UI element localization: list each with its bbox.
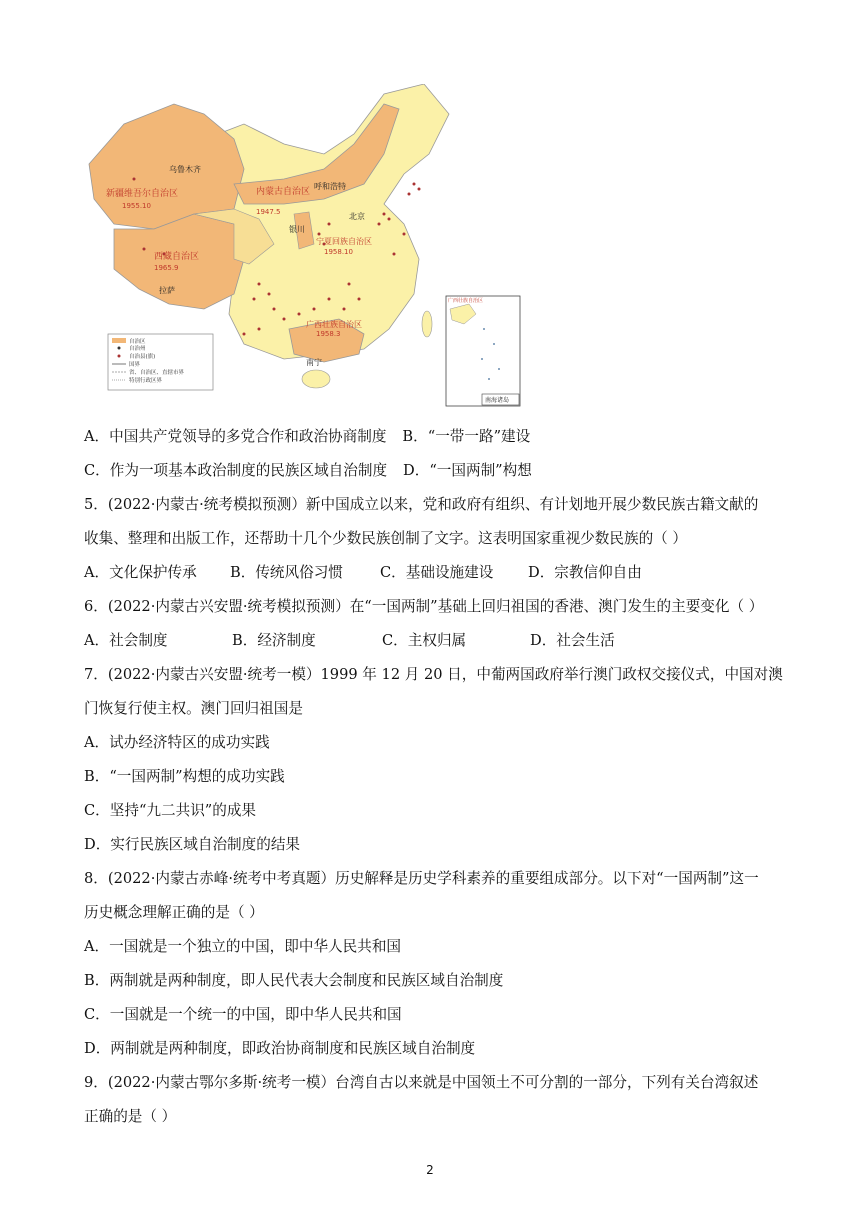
- city-beijing: 北京: [349, 212, 365, 221]
- label-xinjiang-date: 1955.10: [122, 202, 151, 210]
- inset-label: 南海诸岛: [485, 397, 510, 404]
- q6-option-c: C．主权归属: [382, 632, 467, 649]
- q5-option-d: D．宗教信仰自由: [528, 564, 642, 581]
- q7-stem-line1: 7．(2022·内蒙古兴安盟·统考一模）1999 年 12 月 20 日，中葡两国政府举行澳门政权交接仪式，中国对澳: [84, 666, 783, 683]
- page-number: 2: [426, 1163, 434, 1177]
- city-yinchuan: 银川: [289, 225, 305, 234]
- q6-option-d: D．社会生活: [530, 632, 615, 649]
- label-xizang: 西藏自治区: [154, 252, 200, 262]
- q6-option-a: A．社会制度: [84, 632, 168, 649]
- china-autonomous-regions-map: [84, 84, 524, 410]
- q9-stem-line1: 9．(2022·内蒙古鄂尔多斯·统考一模）台湾自古以来就是中国领土不可分割的一部分，下列有关台湾叙述: [84, 1074, 759, 1091]
- q4-option-a: A．中国共产党领导的多党合作和政治协商制度: [84, 428, 387, 445]
- q4-options-row2: [84, 461, 532, 481]
- label-guangxi-date: 1958.3: [316, 330, 341, 338]
- q8-stem-line2: 历史概念理解正确的是（ ）: [84, 904, 264, 921]
- legend-provincial-border: 省、自治区、直辖市界: [129, 370, 185, 376]
- q7-stem-line2: 门恢复行使主权。澳门回归祖国是: [84, 700, 303, 717]
- inset-title: 广西壮族自治区: [448, 298, 484, 304]
- label-neimenggu: 内蒙古自治区: [256, 187, 311, 197]
- q5-stem-line2: 收集、整理和出版工作，还帮助十几个少数民族创制了文字。这表明国家重视少数民族的（ ）: [84, 530, 687, 547]
- label-guangxi: 广西壮族自治区: [306, 320, 362, 329]
- q8-option-c: C．一国就是一个统一的中国，即中华人民共和国: [84, 1006, 402, 1023]
- label-ningxia: 宁夏回族自治区: [316, 237, 372, 246]
- q7-option-c: C．坚持“九二共识”的成果: [84, 802, 257, 819]
- legend-sar-border: 特别行政区界: [129, 378, 163, 384]
- q7-option-a: A．试办经济特区的成功实践: [84, 734, 270, 751]
- q4-options-row1: [84, 427, 530, 447]
- q7-option-d: D．实行民族区域自治制度的结果: [84, 836, 301, 853]
- label-xizang-date: 1965.9: [154, 264, 179, 272]
- q8-stem-line1: 8．(2022·内蒙古赤峰·统考中考真题）历史解释是历史学科素养的重要组成部分。以下对“一国两制”这一: [84, 870, 759, 887]
- q5-stem-line1: 5．(2022·内蒙古·统考模拟预测）新中国成立以来，党和政府有组织、有计划地开展少数民族古籍文献的: [84, 496, 759, 513]
- q8-option-b: B．两制就是两种制度，即人民代表大会制度和民族区域自治制度: [84, 972, 504, 989]
- q4-option-d: D．“一国两制”构想: [403, 462, 532, 479]
- legend-autonomous-region: 自治区: [129, 339, 146, 345]
- q5-option-b: B．传统风俗习惯: [230, 564, 343, 581]
- city-hohhot: 呼和浩特: [314, 182, 346, 191]
- q5-option-a: A．文化保护传承: [84, 564, 197, 581]
- map-legend: [108, 334, 213, 390]
- legend-autonomous-county: 自治县(旗): [129, 354, 156, 360]
- q5-options: [84, 563, 642, 583]
- q6-options: [84, 631, 615, 651]
- legend-autonomous-prefecture: 自治州: [129, 346, 146, 352]
- city-urumqi: 乌鲁木齐: [169, 165, 201, 174]
- q7-option-b: B．“一国两制”构想的成功实践: [84, 768, 285, 785]
- q4-option-b: B．“一带一路”建设: [402, 428, 531, 445]
- q5-option-c: C．基础设施建设: [380, 564, 494, 581]
- q6-stem: 6．(2022·内蒙古兴安盟·统考模拟预测）在“一国两制”基础上回归祖国的香港、澳门发生的主要变化（ ）: [84, 598, 764, 615]
- q6-option-b: B．经济制度: [232, 632, 316, 649]
- city-lhasa: 拉萨: [159, 286, 175, 295]
- q4-option-c: C．作为一项基本政治制度的民族区域自治制度: [84, 462, 388, 479]
- q9-stem-line2: 正确的是（ ）: [84, 1108, 177, 1125]
- label-neimenggu-date: 1947.5: [256, 208, 281, 216]
- city-nanning: 南宁: [306, 358, 322, 367]
- label-ningxia-date: 1958.10: [324, 248, 353, 256]
- legend-national-border: 国界: [129, 362, 141, 368]
- q8-option-a: A．一国就是一个独立的中国，即中华人民共和国: [84, 938, 402, 955]
- label-xinjiang: 新疆维吾尔自治区: [106, 189, 179, 199]
- south-china-sea-inset: [446, 296, 520, 406]
- q8-option-d: D．两制就是两种制度，即政治协商制度和民族区域自治制度: [84, 1040, 476, 1057]
